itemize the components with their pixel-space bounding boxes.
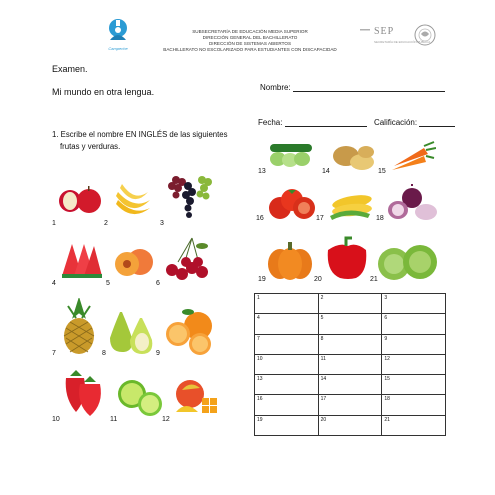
potato-icon (330, 142, 376, 172)
answer-row (255, 375, 446, 395)
item-number: 18 (376, 215, 384, 222)
grade-label: Calificación: (373, 118, 418, 127)
answer-row (255, 314, 446, 334)
pineapple-icon (60, 298, 98, 356)
name-label: Nombre: (260, 83, 291, 92)
item-number: 13 (258, 168, 266, 175)
mango-icon (172, 376, 224, 420)
answer-cell[interactable]: 8 (318, 334, 382, 354)
item-number: 12 (162, 416, 170, 423)
header-line: SUBSECRETARÍA DE EDUCACIÓN MEDIA SUPERIOR (192, 29, 308, 34)
header-line: BACHILLERATO NO ESCOLARIZADO PARA ESTUDIANTES CON DISCAPACIDAD (163, 47, 337, 52)
tomato-icon (266, 186, 318, 222)
item-number: 3 (160, 220, 164, 227)
answer-cell[interactable]: 14 (318, 375, 382, 395)
corn-icon (328, 190, 374, 220)
lettuce-icon (376, 238, 438, 284)
answer-cell[interactable]: 3 (382, 294, 446, 314)
header-line: DIRECCIÓN DE SISTEMAS ABIERTOS (208, 41, 292, 46)
carrot-icon (390, 140, 436, 172)
instruction-text (52, 129, 232, 153)
instruction-line: frutas y verduras. (60, 142, 121, 151)
item-number: 4 (52, 280, 56, 287)
answer-row (255, 415, 446, 435)
campeche-logo-icon (104, 16, 132, 48)
answer-row (255, 395, 446, 415)
answer-cell[interactable]: 5 (318, 314, 382, 334)
item-number: 2 (104, 220, 108, 227)
item-number: 6 (156, 280, 160, 287)
apple-icon (58, 182, 104, 218)
onion-icon (386, 184, 438, 222)
answer-row (255, 294, 446, 314)
answer-cell[interactable]: 9 (382, 334, 446, 354)
date-row (258, 118, 455, 127)
mexico-seal-icon (414, 22, 436, 48)
pear-icon (106, 306, 156, 356)
answer-cell[interactable]: 15 (382, 375, 446, 395)
answer-row (255, 334, 446, 354)
answer-cell[interactable]: 2 (318, 294, 382, 314)
answer-cell[interactable]: 11 (318, 354, 382, 374)
item-number: 9 (156, 350, 160, 357)
sep-logo-subtext: SECRETARÍA DE EDUCACIÓN PÚBLICA (374, 40, 431, 44)
answer-cell[interactable]: 10 (255, 354, 319, 374)
name-row (260, 83, 445, 92)
strawberry-icon (62, 368, 108, 418)
answer-cell[interactable]: 4 (255, 314, 319, 334)
item-number: 14 (322, 168, 330, 175)
item-number: 21 (370, 276, 378, 283)
item-number: 20 (314, 276, 322, 283)
item-number: 16 (256, 215, 264, 222)
answer-cell[interactable]: 21 (382, 415, 446, 435)
orange-icon (162, 306, 216, 356)
date-field[interactable] (285, 118, 367, 127)
item-number: 10 (52, 416, 60, 423)
exam-subtitle: Mi mundo en otra lengua. (52, 87, 155, 97)
item-number: 11 (110, 416, 118, 423)
grapes-icon (166, 168, 214, 222)
cherry-icon (162, 236, 212, 282)
item-number: 15 (378, 168, 386, 175)
answer-cell[interactable]: 16 (255, 395, 319, 415)
grade-field[interactable] (419, 118, 455, 127)
item-number: 7 (52, 350, 56, 357)
institution-header (150, 29, 350, 53)
sep-logo-text: SEP (374, 26, 395, 37)
date-label: Fecha: (258, 118, 283, 127)
answer-cell[interactable]: 12 (382, 354, 446, 374)
cucumber-icon (266, 142, 316, 168)
answer-cell[interactable]: 1 (255, 294, 319, 314)
name-field[interactable] (293, 83, 445, 92)
bell-pepper-icon (322, 236, 372, 282)
item-number: 1 (52, 220, 56, 227)
answer-cell[interactable]: 6 (382, 314, 446, 334)
watermelon-icon (60, 240, 104, 280)
answer-cell[interactable]: 13 (255, 375, 319, 395)
peach-icon (112, 244, 154, 280)
answer-cell[interactable]: 7 (255, 334, 319, 354)
answer-cell[interactable]: 19 (255, 415, 319, 435)
item-number: 8 (102, 350, 106, 357)
header-line: DIRECCIÓN GENERAL DEL BACHILLERATO (202, 35, 298, 40)
item-number: 5 (106, 280, 110, 287)
banana-icon (112, 182, 154, 220)
lime-icon (116, 374, 164, 418)
exam-title: Examen. (52, 64, 88, 74)
answer-row (255, 354, 446, 374)
campeche-logo-label: Campeche (108, 46, 128, 51)
answer-table (254, 293, 446, 436)
answer-cell[interactable]: 20 (318, 415, 382, 435)
item-number: 19 (258, 276, 266, 283)
pumpkin-icon (264, 236, 316, 282)
item-number: 17 (316, 215, 324, 222)
instruction-line: 1. Escribe el nombre EN INGLÉS de las siguientes (52, 130, 228, 139)
answer-cell[interactable]: 17 (318, 395, 382, 415)
answer-cell[interactable]: 18 (382, 395, 446, 415)
